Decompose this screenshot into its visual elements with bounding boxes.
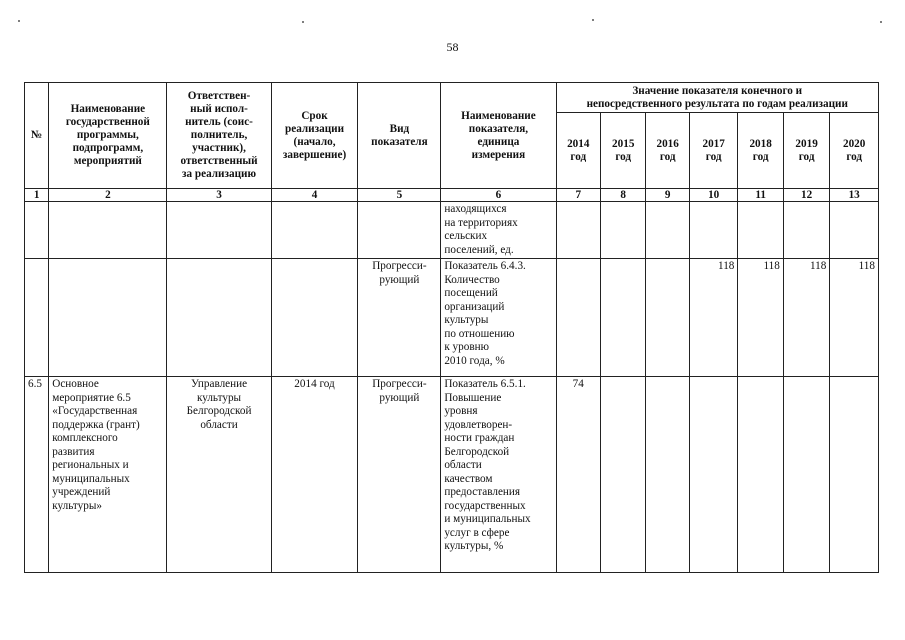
cell-name [49, 259, 167, 377]
cell-value-2020 [830, 377, 879, 573]
scan-speck [302, 21, 304, 23]
cell-responsible [167, 202, 271, 259]
cell-term [271, 202, 358, 259]
column-number: 10 [689, 189, 738, 202]
cell-value-2014: 74 [556, 377, 600, 573]
header-year-2015: 2015 год [600, 113, 645, 189]
table-row [25, 377, 879, 573]
cell-type: Прогресси- рующий [358, 259, 441, 377]
cell-value-2020: 118 [830, 259, 879, 377]
page-number: 58 [446, 40, 459, 54]
cell-value-2019: 118 [783, 259, 829, 377]
header-col-type: Вид показателя [358, 83, 441, 189]
header-year-2014: 2014 год [556, 113, 600, 189]
cell-value-2018 [738, 377, 783, 573]
cell-value-2020 [830, 202, 879, 259]
cell-no [25, 202, 49, 259]
cell-value-2016 [646, 259, 689, 377]
cell-value-2017: 118 [689, 259, 738, 377]
cell-value-2016 [646, 377, 689, 573]
column-number: 4 [271, 189, 358, 202]
cell-responsible: Управление культуры Белгородской области [167, 377, 271, 573]
cell-value-2014 [556, 202, 600, 259]
column-number: 5 [358, 189, 441, 202]
column-number: 12 [783, 189, 829, 202]
cell-value-2019 [783, 377, 829, 573]
scan-speck [18, 20, 20, 22]
header-year-2016: 2016 год [646, 113, 689, 189]
cell-value-2017 [689, 202, 738, 259]
cell-value-2015 [600, 259, 645, 377]
column-number: 8 [600, 189, 645, 202]
cell-value-2018: 118 [738, 259, 783, 377]
column-numbers-row [25, 189, 879, 202]
cell-name [49, 202, 167, 259]
cell-name: Основное мероприятие 6.5 «Государственная поддержка (грант) комплексного развития региональных и муниципальных учреждений культуры» [49, 377, 167, 573]
header-values-group: Значение показателя конечного и непосредственного результата по годам реализации [556, 83, 878, 113]
cell-value-2015 [600, 377, 645, 573]
cell-no [25, 259, 49, 377]
cell-indicator: находящихся на территориях сельских поселений, ед. [441, 202, 556, 259]
header-year-2017: 2017 год [689, 113, 738, 189]
cell-value-2017 [689, 377, 738, 573]
header-col-term: Срок реализации (начало, завершение) [271, 83, 358, 189]
cell-indicator: Показатель 6.5.1. Повышение уровня удовлетворен- ности граждан Белгородской области качеством предоставления государственных и муниципальных услуг в сфере культуры, % [441, 377, 556, 573]
column-number: 6 [441, 189, 556, 202]
cell-term: 2014 год [271, 377, 358, 573]
column-number: 11 [738, 189, 783, 202]
table-row [25, 259, 879, 377]
program-indicators-table [24, 82, 879, 573]
column-number: 1 [25, 189, 49, 202]
header-year-2019: 2019 год [783, 113, 829, 189]
column-number: 7 [556, 189, 600, 202]
table-row [25, 202, 879, 259]
column-number: 2 [49, 189, 167, 202]
cell-value-2015 [600, 202, 645, 259]
header-col-name: Наименование государственной программы, подпрограмм, мероприятий [49, 83, 167, 189]
cell-type: Прогресси- рующий [358, 377, 441, 573]
header-col-indicator: Наименование показателя, единица измерения [441, 83, 556, 189]
cell-value-2019 [783, 202, 829, 259]
cell-type [358, 202, 441, 259]
cell-no: 6.5 [25, 377, 49, 573]
scan-speck [592, 19, 594, 21]
cell-indicator: Показатель 6.4.3. Количество посещений организаций культуры по отношению к уровню 2010 года, % [441, 259, 556, 377]
header-col-no: № [25, 83, 49, 189]
header-col-responsible: Ответствен- ный испол- нитель (соис- полнитель, участник), ответственный за реализацию [167, 83, 271, 189]
scan-speck [880, 21, 882, 23]
column-number: 9 [646, 189, 689, 202]
cell-value-2014 [556, 259, 600, 377]
column-number: 13 [830, 189, 879, 202]
cell-responsible [167, 259, 271, 377]
cell-value-2018 [738, 202, 783, 259]
header-year-2020: 2020 год [830, 113, 879, 189]
cell-value-2016 [646, 202, 689, 259]
column-number: 3 [167, 189, 271, 202]
header-year-2018: 2018 год [738, 113, 783, 189]
cell-term [271, 259, 358, 377]
